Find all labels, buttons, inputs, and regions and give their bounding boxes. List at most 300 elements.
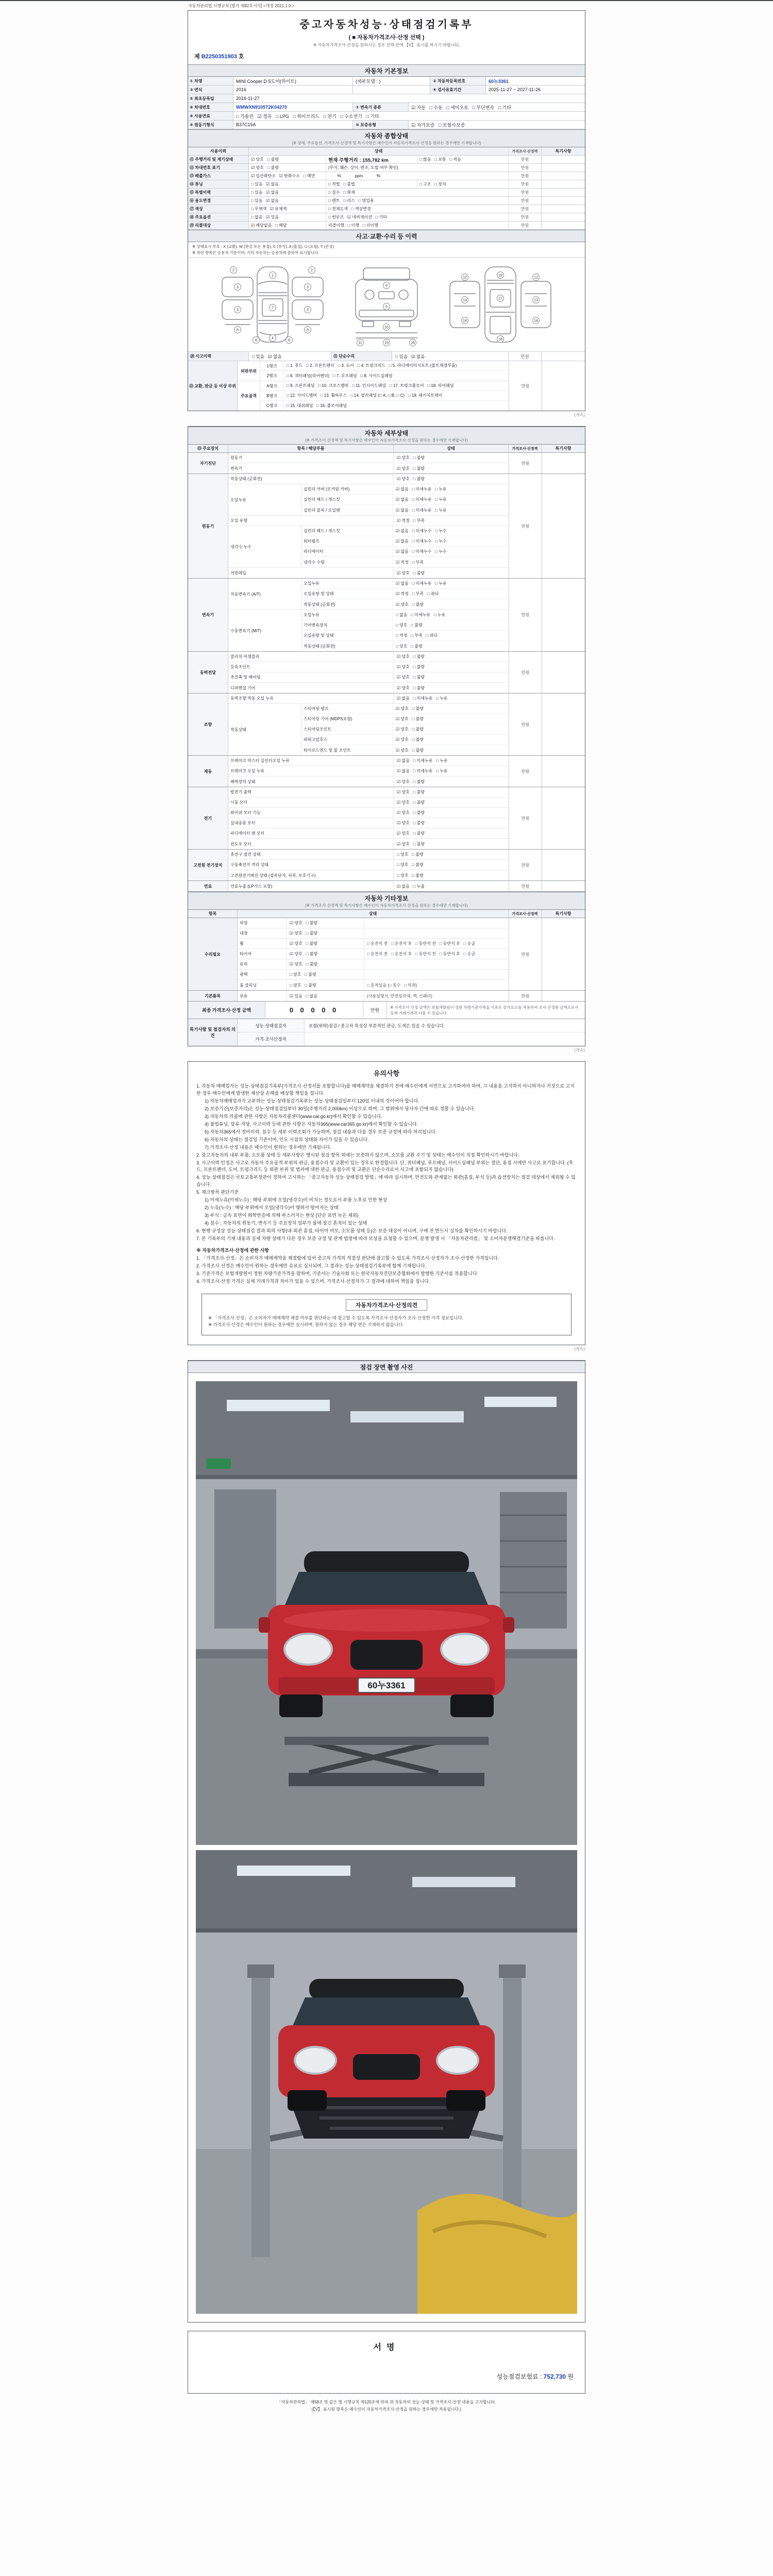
rank-items[interactable]: □ 1. 후드 □ 2. 프론트펜더 □ 3. 도어 □ 4. 트렁크리드 □ 5. 라디에이터서포트 (볼트체결부품) xyxy=(287,363,457,368)
damage-diagrams xyxy=(188,258,585,352)
special-row-appraiser xyxy=(238,1032,585,1046)
usage-cell[interactable]: ☑ 일산화탄소 ☑ 탄화수소 □ 매연 xyxy=(249,172,326,180)
state-checkboxes[interactable]: ☑ 양호 □ 불량 xyxy=(397,841,425,846)
state-checkboxes[interactable]: ☑ 없음 □ 미세누유 □ 누유 xyxy=(396,497,447,502)
svg-text:8: 8 xyxy=(237,328,239,332)
price-cell: 만원 xyxy=(509,579,542,651)
etc-rows xyxy=(238,918,509,990)
doc-number xyxy=(194,52,579,60)
svg-text:8: 8 xyxy=(307,328,309,332)
item-row xyxy=(228,662,509,672)
state-checkboxes[interactable]: ☑ 양호 □ 불량 xyxy=(287,918,364,928)
inspector-opinion: 보험(위탁)점검 / 중고차 특성상 부분적인 판금, 도색은 있을 수 있습니다. xyxy=(309,1023,445,1028)
rank-rows xyxy=(260,381,509,411)
usage-cell[interactable]: □ 없음 ☑ 있음 xyxy=(249,213,326,221)
usage-cells xyxy=(249,180,509,188)
appraiser-opinion xyxy=(305,1032,585,1046)
usage-cell[interactable]: ☑ 양호 □ 불량 xyxy=(249,164,326,172)
usage-cells xyxy=(249,164,509,172)
notice-lines xyxy=(196,1083,577,1285)
remark-cell xyxy=(542,180,585,188)
accident-status-row xyxy=(188,352,585,361)
remark-cell xyxy=(542,453,585,473)
usage-cell[interactable]: □ 전체도색 □ 색상변경 xyxy=(326,205,509,213)
section-basic-title: 자동차 기본정보 xyxy=(188,64,585,77)
state-checkboxes[interactable]: □ 양호 □ 불량 xyxy=(397,873,424,878)
state-checkboxes[interactable]: □ 양호 □ 불량 xyxy=(287,980,364,990)
device-rows xyxy=(228,850,509,880)
usage-cells xyxy=(249,197,509,205)
rank-items[interactable]: □ 9. 프론트패널 □ 10. 크로스멤버 □ 11. 인사이드패널 □ 17. 트렁크플로어 □ 18. 리어패널 xyxy=(287,383,454,388)
model-year-value: 2016 xyxy=(233,86,353,94)
state-checkboxes[interactable]: ☑ 양호 □ 불량 xyxy=(397,675,425,680)
svg-text:6: 6 xyxy=(288,338,290,343)
price-cell: 만원 xyxy=(509,205,542,213)
item-row xyxy=(228,652,509,662)
rank-name: C랭크 xyxy=(260,401,284,411)
state-checkboxes[interactable]: ☑ 양호 □ 불량 xyxy=(396,706,424,711)
rank-blocks xyxy=(238,361,509,411)
state-checkboxes[interactable]: ☑ 없음 □ 미세누유 □ 누유 xyxy=(397,769,448,774)
rank-rows xyxy=(260,361,509,381)
svg-text:11: 11 xyxy=(358,341,362,345)
exchange-area xyxy=(188,361,585,411)
sub-row xyxy=(301,610,509,620)
sub-row xyxy=(301,599,509,609)
col-device: ㉓ 주요장치 xyxy=(188,445,228,452)
notice-line: 4) 침수 : 자동차의 원동기, 변속기 등 주요장치 일부가 물에 잠긴 흔적이 있는 상태 xyxy=(205,1220,367,1226)
rank-row xyxy=(260,381,509,391)
etc-sub-options[interactable]: □ 운전석 전 □ 운전석 후 □ 동반석 전 □ 동반석 후 □ 응급 xyxy=(367,952,475,957)
state-checkboxes[interactable]: ☑ 없음 □ 미세누유 □ 누유 xyxy=(397,696,448,701)
transmission-options[interactable]: ☑ 자동 □ 수동 □ 세미오토 □ 무단변속 □ 기타 xyxy=(411,105,512,110)
col-remark: 특기사항 xyxy=(542,147,585,155)
basic-row xyxy=(188,121,585,129)
car-rear-frame-diagram xyxy=(441,263,560,346)
state-checkboxes[interactable]: ☑ 양호 □ 불량 xyxy=(287,949,364,959)
col-item: 항목 / 해당부품 xyxy=(228,445,394,452)
state-checkboxes[interactable]: ☑ 양호 □ 불량 xyxy=(397,477,425,482)
legal-footer-line-2: (【V】 표시된 항목은 매수인이 자동차가격조사·산정을 원하는 경우에만 적용됩니다.) xyxy=(311,2406,462,2412)
item-row xyxy=(228,693,509,704)
item-row xyxy=(228,850,509,860)
state-checkboxes[interactable]: ☑ 양호 □ 불량 xyxy=(397,779,425,784)
usage-label: ⑮ 특별이력 xyxy=(188,189,249,196)
remark-cell xyxy=(542,164,585,172)
state-checkboxes[interactable]: ☑ 없음 □ 누출 xyxy=(397,884,425,889)
final-price-note: ※ 가격조사·산정 금액은 보험개발원이 정한 차량기준가격을 기초로 감가요소를 적용하여 조사·산정한 금액으로서 실제 거래가격과 다를 수 있습니다. xyxy=(390,1005,579,1015)
price-survey-select[interactable]: ( ■ 자동차가격조사·산정 선택 ) xyxy=(348,35,425,41)
etc-group xyxy=(188,991,585,1002)
car-name-label: ① 차명 xyxy=(188,77,233,85)
usage-cell[interactable]: □ 많음 □ 보통 □ 적음 xyxy=(417,156,509,163)
comprehensive-header xyxy=(188,147,585,156)
detail-body xyxy=(188,453,585,892)
remark-cell xyxy=(542,189,585,196)
rank-row xyxy=(260,371,509,381)
item-row xyxy=(228,818,509,828)
accident-history-options[interactable]: □ 있음 ☑ 없음 xyxy=(249,352,331,361)
part-label: 냉각수 수량 xyxy=(301,557,393,567)
state-checkboxes[interactable]: ☑ 양호 □ 불량 xyxy=(396,737,424,742)
etc-item-label: 유리 xyxy=(238,959,287,969)
item-row xyxy=(228,516,509,526)
notice-line: 3) 자동차의 리콜에 관한 사항은 자동차리콜센터(www.car.go.kr)에서 확인할 수 있습니다. xyxy=(205,1113,382,1119)
item-row xyxy=(228,808,509,818)
item-label: 동력조향 작동 오일 누유 xyxy=(228,693,394,703)
price-cell: 만원 xyxy=(509,787,542,849)
state-checkboxes[interactable]: ☑ 없음 □ 미세누수 □ 누수 xyxy=(396,539,447,544)
rank-row xyxy=(260,361,509,371)
card-photos xyxy=(188,1360,585,2323)
item-label: 브레이크 마스터 실린더오일 누유 xyxy=(228,756,394,766)
item-row xyxy=(228,787,509,798)
item-label: 등속조인트 xyxy=(228,662,394,672)
rank-body xyxy=(188,361,585,411)
price-cell: 만원 xyxy=(509,918,542,990)
sub-row xyxy=(301,704,509,714)
page-title: 중고자동차성능·상태점검기록부 xyxy=(299,19,474,30)
state-checkboxes[interactable]: □ 양호 □ 불량 xyxy=(397,852,424,857)
part-label: 라디에이터 xyxy=(301,547,393,556)
state-checkboxes[interactable]: ☑ 양호 □ 불량 xyxy=(396,748,424,753)
item-row xyxy=(228,766,509,776)
basic-info-table xyxy=(188,77,585,129)
col-state: 상태 xyxy=(249,147,509,155)
state-checkboxes[interactable]: □ 양호 □ 불량 xyxy=(287,970,364,979)
part-label: 파워고압호스 xyxy=(301,735,393,744)
notice-line: 7. 본 기록부의 기재 내용과 실제 차량 상태가 다른 경우 보증 규정 및 관계 법령에 따라 보상을 요청할 수 있으며, 분쟁 발생 시 「자동차관리법」 및 소비자분쟁해결기준을 따릅니다. xyxy=(196,1235,555,1241)
state-checkboxes[interactable]: ☑ 적정 □ 부족 xyxy=(396,560,424,565)
rank-items[interactable]: □ 12. 사이드멤버 □ 13. 휠하우스 □ 14. 필러패널 (□ A, □ B, □ C) □ 19. 패키지트레이 xyxy=(287,393,443,398)
part-label: 작동상태 (공회전) xyxy=(301,599,393,609)
remark-cell xyxy=(542,756,585,787)
col-state: 상태 xyxy=(238,910,509,918)
part-label: 워터펌프 xyxy=(301,536,393,546)
usage-cell[interactable]: □ 렌트 □ 리스 □ 영업용 xyxy=(326,197,509,205)
usage-cell[interactable]: □ 적법 □ 불법 xyxy=(326,180,417,188)
item-row xyxy=(228,756,509,766)
card-notice xyxy=(188,1061,585,1345)
sub-row xyxy=(301,631,509,641)
usage-cells xyxy=(249,213,509,221)
price-cell: 만원 xyxy=(509,172,542,180)
svg-text:7: 7 xyxy=(272,306,274,310)
price-cell: 만원 xyxy=(509,164,542,172)
item-label: 와이퍼 모터 기능 xyxy=(228,808,394,818)
state-checkboxes[interactable]: ☑ 양호 □ 불량 xyxy=(287,959,364,969)
simple-repair-options[interactable]: □ 있음 ☑ 없음 xyxy=(392,352,509,361)
usage-cell[interactable]: 리콜이행 : □ 이행 □ 미이행 xyxy=(326,222,509,229)
state-checkboxes[interactable]: ☑ 양호 □ 불량 xyxy=(397,800,425,805)
state-checkboxes[interactable]: ☑ 없음 □ 미세누유 □ 누유 xyxy=(396,581,447,586)
price-cell: 만원 xyxy=(509,189,542,196)
sub-rows xyxy=(301,610,509,651)
notice-line: 2. 가격조사·산정은 매수인이 원하는 경우에만 유료로 실시되며, 그 결과는 성능·상태점검기록부에 함께 기재됩니다. xyxy=(196,1263,426,1269)
sub-row xyxy=(301,484,509,495)
remark-cell xyxy=(542,197,585,205)
etc-sub-options[interactable]: □ 운전석 전 □ 운전석 후 □ 동반석 전 □ 동반석 후 □ 응급 xyxy=(367,941,475,946)
sub-row xyxy=(301,547,509,557)
state-checkboxes[interactable]: ☑ 없음 □ 미세누유 □ 누유 xyxy=(396,507,447,513)
state-checkboxes[interactable]: ☑ 없음 □ 미세누유 □ 누유 xyxy=(396,487,447,492)
item-label: 작동상태 xyxy=(228,704,301,755)
price-cell: 만원 xyxy=(509,180,542,188)
remark-cell xyxy=(542,222,585,229)
etc-row xyxy=(238,970,509,980)
usage-label: ⑱ 주요옵션 xyxy=(188,213,249,221)
part-label: 기어변속장치 xyxy=(301,620,393,630)
device-group xyxy=(188,474,585,579)
usage-cell[interactable]: □ 침수 □ 화재 xyxy=(326,189,509,196)
col-remark: 특기사항 xyxy=(542,445,585,452)
inspection-period-value: 2025-11-27 ~ 2027-11-26 xyxy=(489,87,541,92)
state-checkboxes[interactable]: ☑ 양호 □ 불량 xyxy=(397,455,425,461)
device-name: 고전원 전기장치 xyxy=(188,850,228,880)
rank-block xyxy=(238,361,509,381)
comprehensive-body xyxy=(188,156,585,230)
device-name: 변속기 xyxy=(188,579,228,651)
usage-cell[interactable]: ☑ 해당없음 □ 해당 xyxy=(249,222,326,229)
notice-line: 4. 가격조사·산정 가격은 실제 거래가격과 차이가 있을 수 있으며, 가격조사·산정자가 그 결과에 대하여 책임을 집니다. xyxy=(196,1279,430,1284)
etc-item-label: 타이어 xyxy=(238,949,287,959)
accident-note-2: ※ 하단 항목은 승용차 기준이며, 기타 자동차는 승용차에 준하여 표시합니다. xyxy=(192,250,320,255)
usage-label: ⑰ 색상 xyxy=(188,205,249,213)
signature-title: 서명 xyxy=(373,2343,400,2352)
license-plate-text: 60누3361 xyxy=(367,1680,406,1690)
svg-text:3: 3 xyxy=(237,285,239,290)
usage-row xyxy=(188,205,585,213)
device-group xyxy=(188,756,585,787)
part-label: 오일유량 및 상태 xyxy=(301,631,393,640)
etc-item-label: 광택 xyxy=(238,970,287,979)
svg-text:6: 6 xyxy=(255,338,257,343)
state-checkboxes[interactable]: □ 없음 □ 미세누유 □ 누유 xyxy=(396,613,446,618)
doc-number-suffix: 호 xyxy=(238,54,244,60)
item-label: 윈도우 모터 xyxy=(228,839,394,849)
usage-cells xyxy=(249,189,509,196)
device-rows xyxy=(228,693,509,755)
etc-item-label: 룸 클리닝 xyxy=(238,980,287,990)
state-checkboxes[interactable]: □ 적정 □ 부족 □ 과다 xyxy=(396,633,438,638)
price-cell: 만원 xyxy=(509,453,542,473)
engine-type-label: ⑨ 원동기형식 xyxy=(188,121,233,129)
fee-label: 성능점검보험료 : xyxy=(496,2372,542,2380)
remark-cell xyxy=(542,361,585,411)
svg-text:2: 2 xyxy=(232,268,234,273)
notice-title: 유의사항 xyxy=(373,1070,400,1078)
doc-number-prefix: 제 xyxy=(194,54,200,60)
usage-cell[interactable]: □ 있음 ☑ 없음 xyxy=(249,189,326,196)
etc-group-name: 수리필요 xyxy=(188,918,238,990)
state-checkboxes[interactable]: ☑ 양호 □ 불량 xyxy=(396,717,424,722)
etc-sub-options: (사용설명서, 안전삼각대, 잭, 스패너) xyxy=(367,993,432,998)
col-usage: 사용이력 xyxy=(188,147,249,155)
continued-mark: (계속) xyxy=(574,413,585,418)
sub-row xyxy=(301,505,509,515)
sub-row xyxy=(301,641,509,651)
state-checkboxes[interactable]: ☑ 양호 □ 불량 xyxy=(397,790,425,795)
state-checkboxes[interactable]: ☑ 적정 □ 부족 □ 과다 xyxy=(396,591,439,597)
item-label: 자동변속기 (A/T) xyxy=(228,579,301,609)
state-checkboxes[interactable]: ☑ 양호 □ 불량 xyxy=(397,654,425,659)
etc-row xyxy=(238,949,509,959)
sub-rows xyxy=(301,704,509,755)
usage-row xyxy=(188,172,585,180)
fuel-options[interactable]: □ 가솔린 ☑ 경유 □ LPG □ 하이브리드 □ 전기 □ 수소전기 □ 기타 xyxy=(236,113,379,119)
item-block xyxy=(228,610,509,651)
part-label: 오일누유 xyxy=(301,579,393,588)
accident-notes xyxy=(188,242,585,258)
state-checkboxes[interactable]: ☑ 있음 □ 없음 xyxy=(287,991,364,1001)
comprehensive-note: (※ 상태, 주요옵션, 가격조사·산정액 및 특기사항은 매수인이 자동차가격조사·산정을 원하는 경우에만 기재합니다) xyxy=(292,141,481,145)
device-rows xyxy=(228,881,509,891)
etc-rows xyxy=(238,991,509,1001)
notice-line: 3) 부식 : 금속 표면이 화학반응에 의해 부스러지는 현상 (단순 표면 녹은 제외) xyxy=(205,1212,359,1218)
item-row xyxy=(228,683,509,693)
usage-row xyxy=(188,222,585,230)
state-checkboxes[interactable]: ☑ 양호 □ 불량 xyxy=(397,831,425,836)
state-checkboxes[interactable]: ☑ 없음 □ 미세누수 □ 누수 xyxy=(396,549,447,554)
state-checkboxes[interactable]: □ 양호 □ 불량 xyxy=(396,623,423,628)
item-label: 충전구 절연 상태 xyxy=(228,850,394,859)
svg-text:13: 13 xyxy=(463,298,467,302)
item-label: 추진축 및 베어링 xyxy=(228,672,394,682)
sub-row xyxy=(301,620,509,631)
state-checkboxes[interactable]: ☑ 양호 □ 불량 xyxy=(396,602,424,607)
remark-cell xyxy=(542,991,585,1001)
svg-text:1: 1 xyxy=(272,274,274,278)
state-checkboxes[interactable]: ☑ 양호 □ 불량 xyxy=(397,810,425,816)
svg-text:3: 3 xyxy=(307,308,309,312)
etc-sub-options xyxy=(364,928,509,938)
state-checkboxes[interactable]: ☑ 양호 □ 불량 xyxy=(287,928,364,938)
etc-title-text: 자동차 기타정보 xyxy=(364,895,409,903)
state-checkboxes[interactable]: ☑ 양호 □ 불량 xyxy=(397,570,425,575)
item-label: 배력장치 상태 xyxy=(228,776,394,787)
item-label: 고전원전기배선 상태 (접속단자, 피복, 보호기구) xyxy=(228,870,394,880)
rank-items[interactable]: □ 6. 쿼터패널(리어펜더) □ 7. 루프패널 □ 8. 사이드실패널 xyxy=(287,373,393,378)
inspector-role: 성능·상태점검자 xyxy=(238,1019,305,1032)
state-checkboxes[interactable]: ☑ 양호 □ 불량 xyxy=(397,466,425,471)
price-cell: 만원 xyxy=(509,197,542,205)
sub-row xyxy=(301,735,509,745)
usage-row xyxy=(188,213,585,222)
remark-cell xyxy=(542,205,585,213)
state-checkboxes[interactable]: ☑ 양호 □ 불량 xyxy=(397,821,425,826)
sub-rows xyxy=(301,484,509,515)
state-checkboxes[interactable]: ☑ 양호 □ 불량 xyxy=(396,727,424,732)
device-name: 전기 xyxy=(188,787,228,849)
device-name: 조향 xyxy=(188,693,228,755)
etc-header xyxy=(188,910,585,918)
device-rows xyxy=(228,474,509,578)
notice-line: 7) 가격조사·산정 내용은 매수인이 원하는 경우에만 기재됩니다. xyxy=(205,1144,331,1150)
part-label: 실린더 커버 (로커암 커버) xyxy=(301,484,393,494)
device-rows xyxy=(228,579,509,651)
svg-text:12: 12 xyxy=(463,276,467,280)
svg-text:18: 18 xyxy=(498,337,502,342)
part-label: 스티어링 기어 (MDPS포함) xyxy=(301,714,393,724)
usage-cell[interactable]: □ 있음 ☑ 없음 xyxy=(249,197,326,205)
notice-line: 5) 자동차365에서 정비이력, 침수 등 세부 이력조회가 가능하며, 점검 내용과 다를 경우 보증 규정에 따라 처리됩니다. xyxy=(205,1129,437,1134)
item-block xyxy=(228,704,509,755)
price-cell: 만원 xyxy=(509,156,542,163)
svg-text:2: 2 xyxy=(311,268,313,273)
item-label: 오일누유 xyxy=(228,484,301,515)
device-group xyxy=(188,881,585,892)
item-row xyxy=(228,463,509,473)
etc-body xyxy=(188,918,585,1002)
notice-line: 4. 성능·상태점검은 국토교통부장관이 정하여 고시하는 「중고자동차 성능·상태점검 방법」에 따라 실시하며, 안전도와 관계없는 외관(흠집, 부식 등)과 옵션장치는 점검 대상에서 제외될 수 있습니다. xyxy=(196,1175,576,1187)
usage-cell[interactable]: □ 구조 □ 장치 xyxy=(417,180,509,188)
first-reg-label: ⑤ 최초등록일 xyxy=(188,94,233,103)
basic-row xyxy=(188,77,585,86)
item-label: 발전기 출력 xyxy=(228,787,394,797)
col-remark: 특기사항 xyxy=(542,910,585,918)
remark-cell xyxy=(542,850,585,880)
remark-cell xyxy=(542,918,585,990)
state-checkboxes[interactable]: ☑ 양호 □ 불량 xyxy=(397,665,425,670)
state-checkboxes[interactable]: ☑ 양호 □ 불량 xyxy=(287,939,364,948)
card-detail xyxy=(188,426,585,1046)
etc-sub-options[interactable]: □ 흔적있음 (□ 침수 □ 악취) xyxy=(367,982,417,988)
state-checkboxes[interactable]: ☑ 없음 □ 미세누수 □ 누수 xyxy=(396,529,447,534)
simple-repair-label: ㉑ 단순수리 xyxy=(331,352,392,361)
price-cell: 만원 xyxy=(509,693,542,755)
svg-text:9: 9 xyxy=(385,284,388,288)
usage-row xyxy=(188,180,585,189)
notice-line: 2) 누유(누수) : 해당 부위에서 오일(냉각수)이 맺혀서 떨어지는 상태 xyxy=(205,1205,339,1210)
usage-cell[interactable]: □ 있음 ☑ 없음 xyxy=(249,180,326,188)
reg-number-value: 60누3361 xyxy=(489,78,509,84)
continued-mark: (계속) xyxy=(574,1048,585,1053)
state-checkboxes[interactable]: □ 양호 □ 불량 xyxy=(396,643,423,649)
usage-cells xyxy=(249,156,509,163)
item-row xyxy=(228,798,509,808)
price-cell: 만원 xyxy=(509,756,542,787)
warranty-type-options[interactable]: ☑ 자가보증 □ 보험사보증 xyxy=(411,122,465,128)
usage-cell[interactable]: □ 무채색 ☑ 유채색 xyxy=(249,205,326,213)
warranty-type-label: ⑩ 보증유형 xyxy=(353,121,409,129)
document-page xyxy=(188,3,585,2413)
usage-cells xyxy=(249,205,509,213)
sub-row xyxy=(301,557,509,567)
card-main-info xyxy=(188,10,585,411)
remark-cell xyxy=(542,172,585,180)
notice-line: 6. 현행 규정상 성능·상태점검 결과 외의 사항(내·외관 흠집, 타이어 마모, 소모품 상태 등)은 보증 대상이 아니며, 구매 전 반드시 실차를 확인하시기 바랍니다. xyxy=(196,1228,508,1233)
sub-row xyxy=(301,495,509,505)
special-notes-label: 특기사항 및 점검자의 의견 xyxy=(188,1019,238,1046)
usage-cell[interactable]: ☑ 양호 □ 불량 xyxy=(249,156,326,163)
item-row xyxy=(228,828,509,839)
sub-row xyxy=(301,589,509,599)
usage-cell[interactable]: □ 썬루프 ☑ 네비게이션 □ 기타 xyxy=(326,213,509,221)
state-checkboxes[interactable]: ☑ 양호 □ 불량 xyxy=(397,685,425,690)
state-checkboxes[interactable]: □ 양호 □ 불량 xyxy=(397,862,424,868)
state-checkboxes[interactable]: ☑ 적정 □ 부족 xyxy=(397,518,425,523)
rank-items[interactable]: □ 15. 대쉬패널 □ 16. 플로어패널 xyxy=(287,403,347,408)
svg-text:10: 10 xyxy=(384,326,389,330)
engine-type-value: B37C15A xyxy=(233,121,353,129)
rank-name: B랭크 xyxy=(260,391,284,400)
part-label: 오일유량 및 상태 xyxy=(301,589,393,599)
etc-note: (※ 가격조사·산정액 및 특기사항은 매수인이 자동차가격조사·산정을 원하는 경우에만 기재합니다) xyxy=(305,903,468,908)
state-checkboxes[interactable]: ☑ 없음 □ 미세누유 □ 누유 xyxy=(397,758,448,764)
usage-cell: % ppm % xyxy=(326,172,509,180)
rank-name: 1랭크 xyxy=(260,361,284,370)
fuel-label: ⑧ 사용연료 xyxy=(188,112,233,120)
